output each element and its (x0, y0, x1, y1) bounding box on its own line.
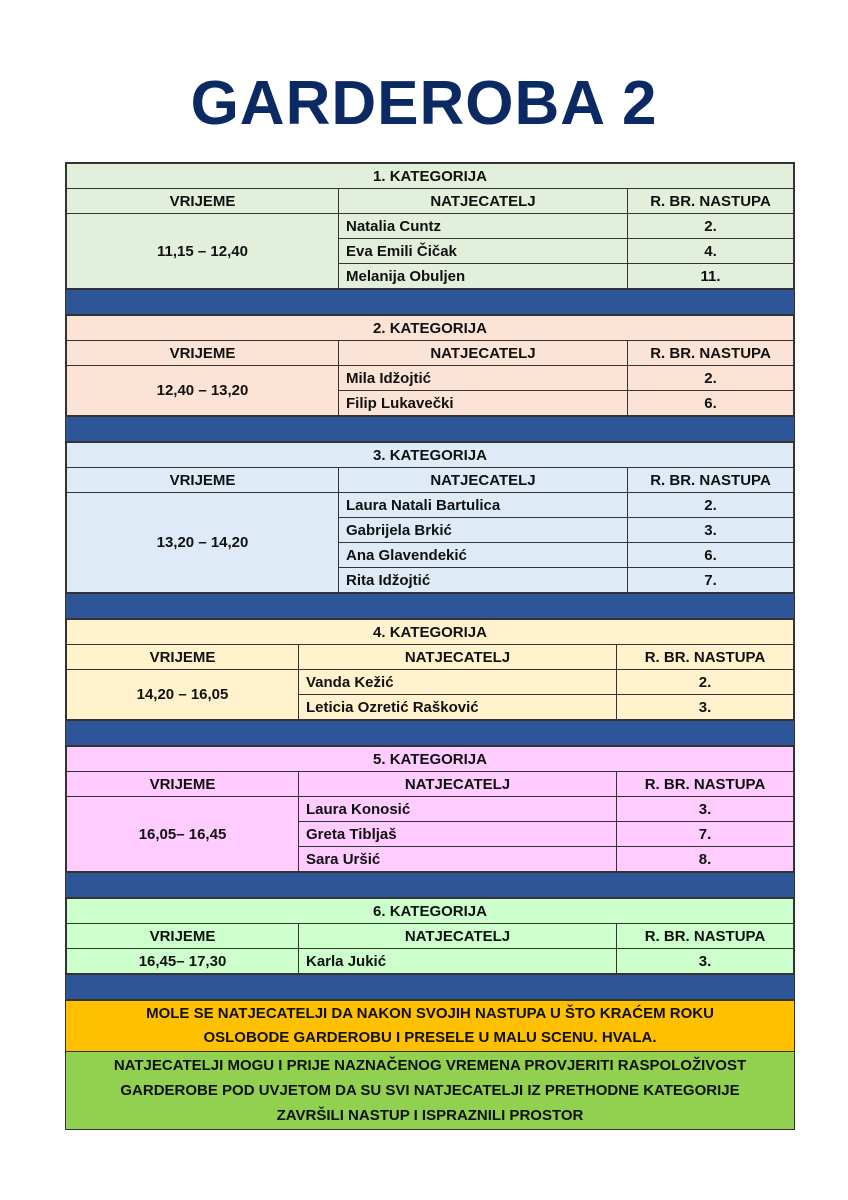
separator-bar (66, 872, 794, 898)
time-slot: 13,20 – 14,20 (67, 493, 339, 593)
header-time: VRIJEME (67, 924, 299, 949)
header-order: R. BR. NASTUPA (628, 468, 794, 493)
category-6-table (66, 898, 794, 974)
header-order: R. BR. NASTUPA (628, 341, 794, 366)
category-1-table (66, 163, 794, 289)
contestant-name: Natalia Cuntz (339, 214, 628, 239)
header-name: NATJECATELJ (339, 468, 628, 493)
category-2-table (66, 315, 794, 416)
header-name: NATJECATELJ (339, 189, 628, 214)
header-name: NATJECATELJ (339, 341, 628, 366)
performance-order: 6. (628, 543, 794, 568)
time-slot: 16,05– 16,45 (67, 797, 299, 872)
performance-order: 7. (617, 822, 794, 847)
notice-line: MOLE SE NATJECATELJI DA NAKON SVOJIH NASTUPA U ŠTO KRAĆEM ROKU (146, 1005, 714, 1022)
contestant-name: Rita Idžojtić (339, 568, 628, 593)
header-order: R. BR. NASTUPA (628, 189, 794, 214)
header-time: VRIJEME (67, 468, 339, 493)
header-order: R. BR. NASTUPA (617, 772, 794, 797)
contestant-name: Mila Idžojtić (339, 366, 628, 391)
time-slot: 16,45– 17,30 (67, 949, 299, 974)
performance-order: 11. (628, 264, 794, 289)
contestant-name: Leticia Ozretić Rašković (299, 695, 617, 720)
schedule-sheet (65, 162, 795, 1130)
category-title: 3. KATEGORIJA (67, 443, 794, 468)
performance-order: 3. (617, 695, 794, 720)
header-time: VRIJEME (67, 645, 299, 670)
contestant-name: Ana Glavendekić (339, 543, 628, 568)
leave-wardrobe-notice (66, 1000, 794, 1051)
time-slot: 11,15 – 12,40 (67, 214, 339, 289)
notice-line: GARDEROBE POD UVJETOM DA SU SVI NATJECATELJI IZ PRETHODNE KATEGORIJE (120, 1082, 740, 1099)
header-name: NATJECATELJ (299, 924, 617, 949)
contestant-name: Greta Tibljaš (299, 822, 617, 847)
header-time: VRIJEME (67, 341, 339, 366)
header-name: NATJECATELJ (299, 645, 617, 670)
performance-order: 2. (628, 493, 794, 518)
notice-line: ZAVRŠILI NASTUP I ISPRAZNILI PROSTOR (276, 1107, 584, 1124)
separator-bar (66, 289, 794, 315)
contestant-name: Gabrijela Brkić (339, 518, 628, 543)
notice-line: OSLOBODE GARDEROBU I PRESELE U MALU SCENU. HVALA. (203, 1029, 657, 1046)
header-time: VRIJEME (67, 772, 299, 797)
performance-order: 4. (628, 239, 794, 264)
contestant-name: Sara Uršić (299, 847, 617, 872)
page-title: GARDEROBA 2 (190, 69, 658, 138)
contestant-name: Laura Natali Bartulica (339, 493, 628, 518)
performance-order: 3. (617, 797, 794, 822)
header-order: R. BR. NASTUPA (617, 924, 794, 949)
performance-order: 3. (617, 949, 794, 974)
category-5-table (66, 746, 794, 872)
contestant-name: Laura Konosić (299, 797, 617, 822)
separator-bar (66, 974, 794, 1000)
separator-bar (66, 416, 794, 442)
category-title: 2. KATEGORIJA (67, 316, 794, 341)
contestant-name: Vanda Kežić (299, 670, 617, 695)
performance-order: 2. (628, 366, 794, 391)
separator-bar (66, 593, 794, 619)
header-name: NATJECATELJ (299, 772, 617, 797)
performance-order: 3. (628, 518, 794, 543)
header-time: VRIJEME (67, 189, 339, 214)
contestant-name: Karla Jukić (299, 949, 617, 974)
performance-order: 6. (628, 391, 794, 416)
header-order: R. BR. NASTUPA (617, 645, 794, 670)
separator-bar (66, 720, 794, 746)
category-title: 1. KATEGORIJA (67, 164, 794, 189)
early-access-notice (66, 1051, 794, 1129)
time-slot: 14,20 – 16,05 (67, 670, 299, 720)
category-4-table (66, 619, 794, 720)
contestant-name: Filip Lukavečki (339, 391, 628, 416)
performance-order: 7. (628, 568, 794, 593)
performance-order: 2. (617, 670, 794, 695)
contestant-name: Eva Emili Čičak (339, 239, 628, 264)
notice-line: NATJECATELJI MOGU I PRIJE NAZNAČENOG VREMENA PROVJERITI RASPOLOŽIVOST (113, 1057, 747, 1074)
category-title: 5. KATEGORIJA (67, 747, 794, 772)
contestant-name: Melanija Obuljen (339, 264, 628, 289)
performance-order: 2. (628, 214, 794, 239)
category-title: 4. KATEGORIJA (67, 620, 794, 645)
time-slot: 12,40 – 13,20 (67, 366, 339, 416)
performance-order: 8. (617, 847, 794, 872)
category-3-table (66, 442, 794, 593)
category-title: 6. KATEGORIJA (67, 899, 794, 924)
